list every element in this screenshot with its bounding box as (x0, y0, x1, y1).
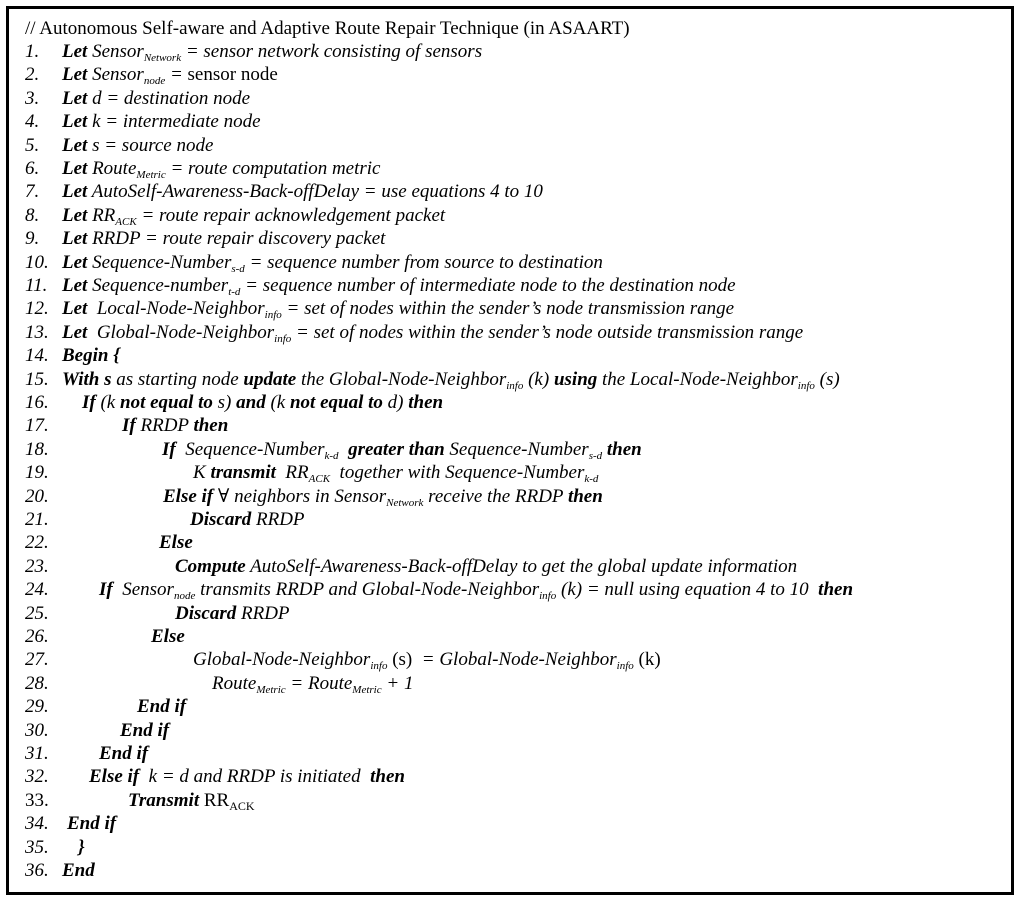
line-text: Else (151, 626, 185, 647)
line-text: Let k = intermediate node (62, 111, 261, 133)
algorithm-line (25, 648, 661, 671)
line-number: 18. (25, 438, 49, 460)
line-text: } (78, 836, 85, 858)
line-number: 25. (25, 602, 49, 624)
algorithm-line (25, 251, 603, 274)
line-text: Let $RR_{ACK}$ = route repair acknowledgement packet (62, 204, 446, 228)
algorithm-line (25, 414, 228, 437)
line-text: Transmit $RR_{ACK}$ (128, 789, 255, 813)
algorithm-line (25, 602, 290, 625)
line-number: 1. (25, 41, 40, 62)
line-text: If RRDP then (122, 415, 229, 437)
line-text: End (62, 860, 95, 881)
line-text: If Sequence-Number$_{k-d}$ greater than Sequence-Number$_{s-d}$ then (162, 438, 642, 462)
line-text: With s as starting node update the Global-Node-Neighbor$_{info}$ (k) using the Local-Node-Neighbor$_{info}$ (s) (62, 368, 840, 392)
line-number: 17. (25, 415, 49, 437)
line-text: Let s = source node (62, 134, 214, 156)
line-number: 22. (25, 532, 49, 554)
algorithm-line (25, 204, 445, 227)
line-number: 28. (25, 672, 49, 694)
line-number: 34. (25, 813, 49, 835)
algorithm-line (25, 134, 213, 157)
line-number: 3. (25, 87, 40, 109)
line-number: 27. (25, 649, 49, 671)
algorithm-line (25, 789, 255, 812)
line-text: Let Sequence-Number$_{s-d}$ = sequence number from source to destination (62, 251, 603, 275)
line-text: Let d = destination node (62, 87, 251, 109)
algorithm-line (25, 812, 116, 835)
line-number: 12. (25, 298, 49, 320)
algorithm-line (25, 836, 85, 859)
line-number: 24. (25, 579, 49, 601)
algorithm-line (25, 63, 278, 86)
line-number: 7. (25, 181, 40, 203)
line-number: 4. (25, 111, 40, 133)
line-text: Let AutoSelf-Awareness-Back-offDelay = use equations 4 to 10 (62, 181, 543, 203)
algorithm-line (25, 765, 405, 788)
line-number: 5. (25, 134, 40, 156)
line-number: 9. (25, 228, 40, 250)
line-text: End if (120, 719, 170, 741)
line-text: Route$_{Metric}$ = Route$_{Metric}$ + 1 (212, 672, 414, 696)
algorithm-line (25, 180, 543, 203)
algorithm-title: // Autonomous Self-aware and Adaptive Route Repair Technique (in ASAART) (25, 18, 630, 39)
algorithm-line (25, 578, 853, 601)
algorithm-line (25, 344, 120, 367)
algorithm-line (25, 859, 95, 882)
line-number: 19. (25, 462, 49, 484)
line-number: 31. (25, 743, 49, 764)
line-text: K transmit $RR_{ACK}$ together with Sequence-Number$_{k-d}$ (193, 462, 599, 486)
line-text: Let Sensor$_{Network}$ = sensor network consisting of sensors (62, 41, 483, 64)
algorithm-line (25, 40, 482, 63)
line-number: 21. (25, 509, 49, 530)
line-text: Let Route$_{Metric}$ = route computation metric (62, 158, 381, 181)
line-text: Else if ∀ neighbors in Sensor$_{Network}$ receive the RRDP then (163, 485, 603, 509)
algorithm-line (25, 508, 305, 531)
line-number: 16. (25, 392, 49, 413)
line-text: End if (137, 696, 187, 718)
algorithm-line (25, 625, 185, 648)
line-number: 20. (25, 485, 49, 507)
line-number: 8. (25, 204, 40, 226)
line-text: End if (67, 813, 117, 835)
line-text: Compute AutoSelf-Awareness-Back-offDelay to get the global update information (175, 555, 798, 577)
line-number: 2. (25, 64, 40, 86)
line-text: If Sensor$_{node}$ transmits RRDP and Global-Node-Neighbor$_{info}$ (k) = null using equation 4 to 10 then (99, 579, 854, 603)
algorithm-line (25, 297, 734, 320)
line-text: Let RRDP = route repair discovery packet (62, 228, 386, 250)
line-text: End if (99, 743, 149, 764)
algorithm-line (25, 695, 186, 718)
algorithm-line (25, 461, 598, 484)
line-text: Discard RRDP (175, 602, 290, 624)
algorithm-line (25, 157, 381, 180)
line-number: 36. (25, 860, 49, 881)
algorithm-line (25, 719, 169, 742)
algorithm-box (6, 6, 1014, 895)
algorithm-line (25, 742, 148, 765)
line-number: 26. (25, 626, 49, 647)
line-number: 14. (25, 345, 49, 367)
line-text: Else if k = d and RRDP is initiated then (89, 766, 405, 788)
line-number: 15. (25, 368, 49, 390)
algorithm-line (25, 555, 797, 578)
algorithm-line (25, 438, 642, 461)
algorithm-line (25, 227, 385, 250)
line-text: Global-Node-Neighbor$_{info}$ (s) = Global-Node-Neighbor$_{info}$ (k) (193, 649, 661, 673)
algorithm-line (25, 672, 413, 695)
algorithm-line (25, 274, 736, 297)
algorithm-line (25, 321, 803, 344)
line-number: 29. (25, 696, 49, 718)
line-text: If (k not equal to s) and (k not equal to d) then (82, 392, 444, 413)
line-number: 30. (25, 719, 49, 741)
line-text: Let Sensor$_{node}$ = sensor node (62, 64, 278, 88)
line-text: Begin { (62, 345, 120, 367)
line-number: 23. (25, 555, 49, 577)
algorithm-line (25, 368, 840, 391)
line-number: 10. (25, 251, 49, 273)
line-number: 11. (25, 275, 48, 296)
algorithm-line (25, 391, 443, 414)
line-number: 6. (25, 158, 40, 179)
algorithm-line (25, 87, 250, 110)
algorithm-line (25, 110, 261, 133)
line-number: 35. (25, 836, 49, 858)
line-number: 32. (25, 766, 49, 788)
line-text: Let Sequence-number$_{t-d}$ = sequence number of intermediate node to the destination node (62, 275, 736, 298)
line-text: Let Global-Node-Neighbor$_{info}$ = set of nodes within the sender’s node outside transmission range (62, 321, 804, 345)
line-text: Discard RRDP (190, 509, 305, 530)
line-text: Else (159, 532, 193, 554)
line-number: 13. (25, 321, 49, 343)
algorithm-line (25, 531, 193, 554)
line-number: 33. (25, 789, 49, 811)
line-text: Let Local-Node-Neighbor$_{info}$ = set of nodes within the sender’s node transmission range (62, 298, 735, 322)
algorithm-line (25, 485, 603, 508)
